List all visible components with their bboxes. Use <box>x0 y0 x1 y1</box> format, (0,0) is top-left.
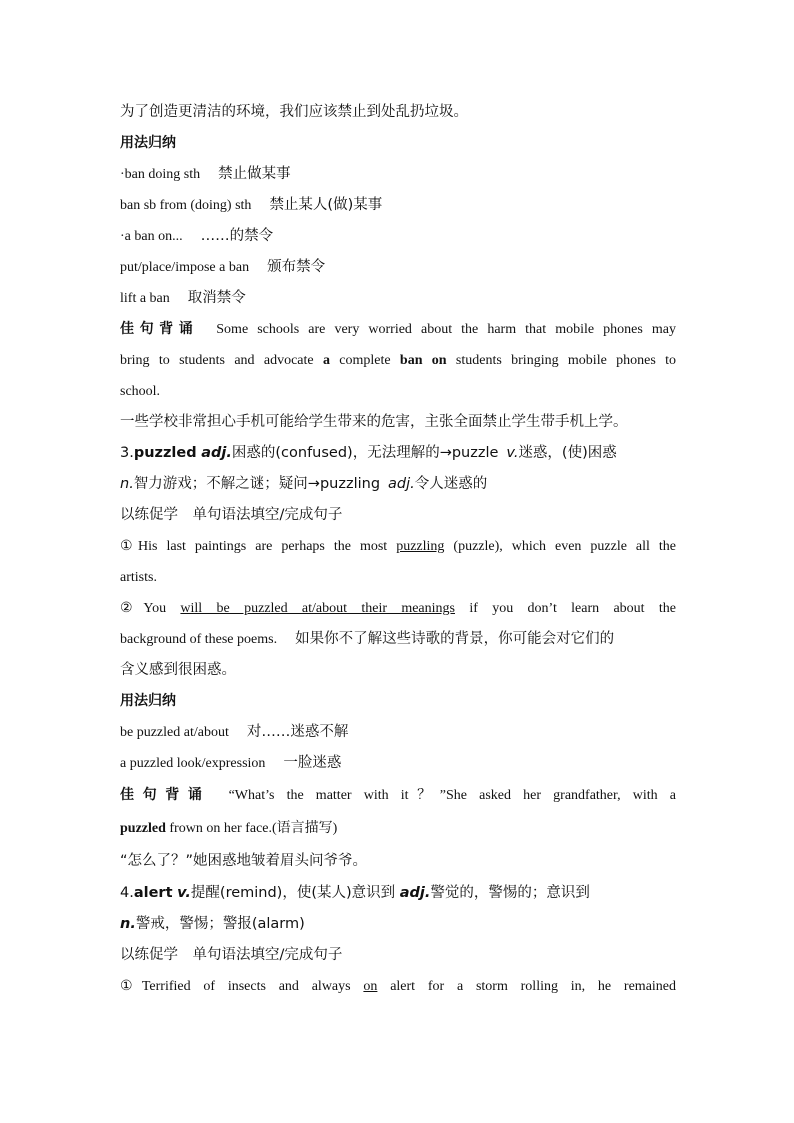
definition: 警觉的，警惕的；意识到 <box>430 885 590 901</box>
definition: 警戒，警惕；警报(alarm) <box>135 916 305 932</box>
part-of-speech: v. <box>506 445 519 461</box>
example-sentence-text: students bringing mobile phones to <box>455 353 676 368</box>
example-sentence-line <box>120 314 676 345</box>
part-of-speech: adj. <box>388 476 415 492</box>
part-of-speech: adj. <box>399 885 431 901</box>
usage-phrase: lift a ban <box>120 291 170 306</box>
usage-item <box>120 283 676 314</box>
exercise-text: (puzzle), which even puzzle all the <box>453 539 677 554</box>
practice-heading: 以练促学 单句语法填空/完成句子 <box>120 947 343 963</box>
example-sentence-text: “What’s the matter with it？”She asked her grandfather, with a <box>228 788 677 803</box>
usage-item <box>120 159 676 190</box>
exercise-line <box>120 593 676 624</box>
usage-phrase: put/place/impose a ban <box>120 260 250 275</box>
usage-item <box>120 717 676 748</box>
definition: 困惑的(confused)，无法理解的→puzzle <box>231 445 499 461</box>
keyword: puzzled <box>120 821 166 836</box>
answer-blank: will be puzzled at/about their meanings <box>180 601 455 616</box>
document-body <box>120 97 676 1002</box>
part-of-speech: n. <box>120 916 136 932</box>
exercise-translation: 含义感到很困惑。 <box>120 662 236 678</box>
definition: 提醒(remind)，使(某人)意识到 <box>190 885 396 901</box>
exercise-text: background of these poems. <box>120 632 278 647</box>
usage-summary-heading: 用法归纳 <box>120 693 176 709</box>
exercise-text: ①His last paintings are perhaps the most <box>120 539 388 554</box>
exercise-line <box>120 971 676 1002</box>
exercise-text: ①Terrified of insects and always <box>120 979 351 994</box>
exercise-text: ②You <box>120 601 167 616</box>
best-sentence-label: 佳句背诵 <box>120 787 211 803</box>
exercise-line <box>120 624 676 655</box>
word-entry-continued <box>120 909 676 940</box>
definition: 迷惑，(使)困惑 <box>518 445 617 461</box>
keyword: ban on <box>399 353 447 368</box>
usage-item <box>120 221 676 252</box>
entry-number: 4. <box>120 885 134 901</box>
usage-meaning: 一脸迷惑 <box>283 755 342 771</box>
example-sentence-text: frown on her face.(语言描写) <box>169 821 338 836</box>
part-of-speech: n. <box>120 476 134 492</box>
usage-phrase: a puzzled look/expression <box>120 756 266 771</box>
usage-meaning: ……的禁令 <box>200 228 274 244</box>
example-sentence-text: complete <box>339 353 391 368</box>
answer-blank: puzzling <box>396 539 445 554</box>
example-sentence-text: bring to students and advocate <box>120 353 314 368</box>
word-entry-puzzled <box>120 438 676 469</box>
entry-number: 3. <box>120 445 134 461</box>
exercise-text: if you don’t learn about the <box>469 601 676 616</box>
usage-phrase: ·a ban on... <box>120 229 183 244</box>
part-of-speech: adj. <box>201 445 232 461</box>
usage-meaning: 禁止做某事 <box>218 166 291 182</box>
example-sentence-line <box>120 779 676 812</box>
example-translation: 一些学校非常担心手机可能给学生带来的危害，主张全面禁止学生带手机上学。 <box>120 414 628 430</box>
usage-phrase: ban sb from (doing) sth <box>120 198 252 213</box>
answer-blank: on <box>363 979 378 994</box>
keyword: a <box>322 353 330 368</box>
exercise-translation: 如果你不了解这些诗歌的背景，你可能会对它们的 <box>295 631 615 647</box>
word-entry-alert <box>120 878 676 909</box>
headword: alert <box>133 885 173 901</box>
example-sentence-line <box>120 345 676 376</box>
part-of-speech: v. <box>177 885 191 901</box>
usage-phrase: be puzzled at/about <box>120 725 229 740</box>
usage-item <box>120 190 676 221</box>
exercise-line <box>120 531 676 562</box>
usage-phrase: ·ban doing sth <box>120 167 201 182</box>
usage-meaning: 取消禁令 <box>187 290 246 306</box>
definition: 令人迷惑的 <box>414 476 488 492</box>
example-sentence-line <box>120 812 676 845</box>
definition: 智力游戏；不解之谜；疑问→puzzling <box>133 476 381 492</box>
exercise-line: artists. <box>120 570 157 585</box>
word-entry-continued <box>120 469 676 500</box>
usage-item <box>120 252 676 283</box>
exercise-text: alert for a storm rolling in, he remained <box>390 979 677 994</box>
usage-item <box>120 748 676 779</box>
example-sentence-line: school. <box>120 384 161 399</box>
usage-summary-heading: 用法归纳 <box>120 135 176 151</box>
usage-meaning: 对……迷惑不解 <box>246 724 349 740</box>
practice-heading: 以练促学 单句语法填空/完成句子 <box>120 507 343 523</box>
example-sentence-text: Some schools are very worried about the harm that mobile phones may <box>216 322 676 337</box>
sentence-translation: 为了创造更清洁的环境，我们应该禁止到处乱扔垃圾。 <box>120 104 468 120</box>
usage-meaning: 颁布禁令 <box>267 259 326 275</box>
best-sentence-label: 佳句背诵 <box>120 321 199 337</box>
usage-meaning: 禁止某人(做)某事 <box>269 197 383 213</box>
example-translation: “怎么了？”她困惑地皱着眉头问爷爷。 <box>120 853 368 869</box>
headword: puzzled <box>133 445 197 461</box>
